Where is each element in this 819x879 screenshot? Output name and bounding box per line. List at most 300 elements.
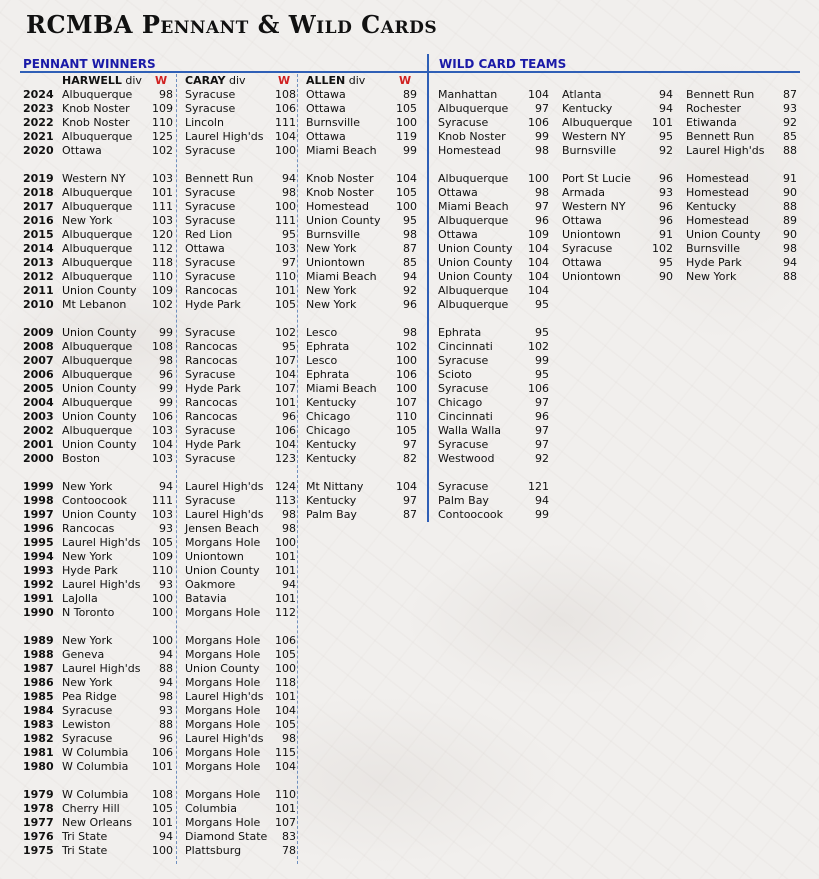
pennant-team-cell: Ottawa [62,144,102,157]
table-row [0,760,819,774]
pennant-wins-cell: 87 [403,242,417,255]
pennant-wins-cell: 101 [275,592,296,605]
year-cell: 1987 [23,662,54,675]
pennant-team-cell: Albuquerque [62,130,133,143]
year-cell: 1988 [23,648,54,661]
pennant-team-cell: Albuquerque [62,396,133,409]
pennant-team-cell: Syracuse [185,102,236,115]
wildcard-team-cell: Armada [562,186,606,199]
pennant-wins-cell: 102 [396,340,417,353]
pennant-wins-cell: 105 [396,424,417,437]
pennant-team-cell: Ottawa [306,130,346,143]
table-row [0,550,819,564]
pennant-wins-cell: 83 [282,830,296,843]
pennant-team-cell: Albuquerque [62,186,133,199]
year-cell: 2003 [23,410,54,423]
division-name: HARWELL [62,74,122,87]
wildcard-wins-cell: 96 [535,410,549,423]
pennant-team-cell: Tri State [62,830,108,843]
pennant-wins-cell: 100 [396,354,417,367]
wildcard-team-cell: Syracuse [438,354,489,367]
pennant-wins-cell: 123 [275,452,296,465]
pennant-team-cell: Oakmore [185,578,236,591]
pennant-team-cell: Mt Nittany [306,480,364,493]
year-cell: 2002 [23,424,54,437]
wildcard-team-cell: Kentucky [562,102,613,115]
table-row [0,648,819,662]
year-cell: 1975 [23,844,54,857]
wildcard-wins-cell: 96 [659,214,673,227]
wildcard-team-cell: Uniontown [562,228,621,241]
pennant-team-cell: Syracuse [185,144,236,157]
wildcard-team-cell: Homestead [686,172,750,185]
wildcard-wins-cell: 95 [659,256,673,269]
pennant-team-cell: Columbia [185,802,237,815]
pennant-team-cell: New York [306,298,357,311]
year-cell: 2024 [23,88,54,101]
table-row [0,634,819,648]
wildcard-team-cell: Syracuse [438,116,489,129]
wildcard-wins-cell: 99 [535,130,549,143]
pennant-wins-cell: 96 [403,298,417,311]
wildcard-team-cell: Syracuse [438,382,489,395]
pennant-team-cell: Diamond State [185,830,268,843]
pennant-winners-heading: PENNANT WINNERS [23,57,156,71]
wildcard-wins-cell: 95 [659,130,673,143]
wildcard-team-cell: Rochester [686,102,741,115]
pennant-team-cell: Syracuse [62,732,113,745]
pennant-team-cell: Rancocas [185,354,238,367]
pennant-wins-cell: 94 [282,172,296,185]
pennant-team-cell: New York [62,480,113,493]
table-row [0,354,819,368]
pennant-team-cell: Kentucky [306,452,357,465]
pennant-wins-cell: 100 [275,144,296,157]
year-cell: 1977 [23,816,54,829]
pennant-wins-cell: 103 [275,242,296,255]
wildcard-wins-cell: 109 [528,228,549,241]
wildcard-wins-cell: 91 [659,228,673,241]
year-cell: 1981 [23,746,54,759]
wildcard-team-cell: Kentucky [686,200,737,213]
pennant-wins-cell: 105 [152,802,173,815]
pennant-wins-cell: 94 [403,270,417,283]
pennant-team-cell: Knob Noster [306,186,374,199]
pennant-team-cell: Albuquerque [62,200,133,213]
pennant-team-cell: New York [62,676,113,689]
year-cell: 2006 [23,368,54,381]
pennant-wins-cell: 111 [275,116,296,129]
table-row [0,662,819,676]
pennant-team-cell: Albuquerque [62,242,133,255]
pennant-wins-cell: 103 [152,452,173,465]
pennant-wins-cell: 108 [152,340,173,353]
pennant-wins-cell: 110 [275,270,296,283]
pennant-team-cell: N Toronto [62,606,115,619]
year-cell: 2014 [23,242,54,255]
wildcard-team-cell: Homestead [686,214,750,227]
wildcard-wins-cell: 101 [652,116,673,129]
wildcard-team-cell: Etiwanda [686,116,737,129]
wildcard-wins-cell: 95 [535,326,549,339]
wildcard-wins-cell: 97 [535,438,549,451]
table-row [0,438,819,452]
pennant-team-cell: New York [306,242,357,255]
pennant-wins-cell: 106 [396,368,417,381]
pennant-team-cell: Rancocas [62,522,115,535]
pennant-wins-cell: 93 [159,522,173,535]
year-cell: 1985 [23,690,54,703]
wildcard-team-cell: Burnsville [562,144,616,157]
pennant-wins-cell: 99 [159,326,173,339]
year-cell: 2007 [23,354,54,367]
pennant-wins-cell: 104 [396,480,417,493]
wildcard-team-cell: Uniontown [562,270,621,283]
pennant-wins-cell: 85 [403,256,417,269]
pennant-team-cell: Ottawa [306,102,346,115]
pennant-rule [20,71,427,73]
wildcard-team-cell: Cincinnati [438,410,493,423]
year-cell: 1991 [23,592,54,605]
wildcard-team-cell: Manhattan [438,88,498,101]
pennant-team-cell: Rancocas [185,410,238,423]
pennant-wins-cell: 97 [282,256,296,269]
wildcard-team-cell: Bennett Run [686,130,755,143]
wildcard-wins-cell: 106 [528,382,549,395]
pennant-wins-cell: 103 [152,214,173,227]
wildcard-wins-cell: 104 [528,88,549,101]
wildcard-wins-cell: 96 [535,214,549,227]
table-row [0,214,819,228]
table-row [0,704,819,718]
page-title: RCMBA Pennant & Wild Cards [26,10,438,39]
pennant-team-cell: Homestead [306,200,370,213]
wildcard-team-cell: Chicago [438,396,483,409]
harwell-w-header: W [155,74,168,87]
wildcard-team-cell: Syracuse [562,242,613,255]
pennant-team-cell: Morgans Hole [185,746,261,759]
pennant-wins-cell: 95 [403,214,417,227]
pennant-team-cell: Union County [306,214,381,227]
pennant-wins-cell: 100 [275,200,296,213]
table-row [0,522,819,536]
wildcard-wins-cell: 98 [535,186,549,199]
year-cell: 2022 [23,116,54,129]
year-cell: 2008 [23,340,54,353]
pennant-wins-cell: 96 [282,410,296,423]
year-cell: 2005 [23,382,54,395]
table-row [0,284,819,298]
pennant-wins-cell: 100 [152,844,173,857]
pennant-wins-cell: 82 [403,452,417,465]
table-row [0,242,819,256]
pennant-team-cell: Laurel High'ds [185,480,264,493]
wildcard-wins-cell: 90 [659,270,673,283]
pennant-team-cell: Lesco [306,326,338,339]
pennant-wins-cell: 98 [282,522,296,535]
table-row [0,228,819,242]
pennant-team-cell: Kentucky [306,438,357,451]
pennant-wins-cell: 107 [275,816,296,829]
pennant-wins-cell: 106 [275,102,296,115]
wildcard-wins-cell: 104 [528,242,549,255]
table-row [0,536,819,550]
pennant-team-cell: Syracuse [185,494,236,507]
pennant-team-cell: Palm Bay [306,508,357,521]
pennant-wins-cell: 94 [159,480,173,493]
pennant-team-cell: New Orleans [62,816,132,829]
wildcard-team-cell: Ottawa [562,256,602,269]
pennant-wins-cell: 112 [152,242,173,255]
wildcard-wins-cell: 93 [783,102,797,115]
pennant-team-cell: Ottawa [185,242,225,255]
table-row [0,382,819,396]
pennant-wins-cell: 102 [152,298,173,311]
pennant-wins-cell: 109 [152,284,173,297]
pennant-wins-cell: 97 [403,438,417,451]
wildcard-team-cell: Bennett Run [686,88,755,101]
year-cell: 1982 [23,732,54,745]
pennant-wins-cell: 111 [152,494,173,507]
pennant-team-cell: Morgans Hole [185,816,261,829]
pennant-team-cell: Syracuse [185,256,236,269]
pennant-wins-cell: 98 [403,228,417,241]
table-row [0,340,819,354]
pennant-wins-cell: 105 [275,718,296,731]
pennant-team-cell: Hyde Park [185,382,241,395]
pennant-wins-cell: 100 [396,116,417,129]
pennant-team-cell: Laurel High'ds [185,508,264,521]
pennant-wins-cell: 98 [282,732,296,745]
pennant-wins-cell: 89 [403,88,417,101]
pennant-wins-cell: 104 [396,172,417,185]
pennant-team-cell: New York [62,634,113,647]
pennant-team-cell: New York [306,284,357,297]
pennant-wins-cell: 99 [159,396,173,409]
table-row [0,606,819,620]
wildcard-wins-cell: 88 [783,200,797,213]
pennant-team-cell: Bennett Run [185,172,254,185]
year-cell: 1994 [23,550,54,563]
wildcard-team-cell: Palm Bay [438,494,489,507]
pennant-team-cell: Pea Ridge [62,690,117,703]
wildcard-team-cell: Albuquerque [438,298,509,311]
pennant-wins-cell: 105 [275,648,296,661]
wildcard-team-cell: Port St Lucie [562,172,631,185]
pennant-wins-cell: 96 [159,732,173,745]
wildcard-wins-cell: 97 [535,200,549,213]
pennant-wins-cell: 92 [403,284,417,297]
pennant-wins-cell: 93 [159,704,173,717]
pennant-team-cell: Syracuse [185,452,236,465]
allen-w-header: W [399,74,412,87]
pennant-team-cell: LaJolla [62,592,98,605]
pennant-wins-cell: 103 [152,424,173,437]
table-row [0,88,819,102]
table-row [0,480,819,494]
pennant-team-cell: Laurel High'ds [185,732,264,745]
table-row [0,200,819,214]
pennant-wins-cell: 101 [152,760,173,773]
wildcard-wins-cell: 87 [783,88,797,101]
pennant-team-cell: Knob Noster [62,102,130,115]
pennant-team-cell: Union County [62,438,137,451]
pennant-team-cell: Lewiston [62,718,111,731]
pennant-wins-cell: 98 [282,508,296,521]
pennant-team-cell: Laurel High'ds [62,662,141,675]
year-cell: 2015 [23,228,54,241]
pennant-team-cell: Morgans Hole [185,704,261,717]
pennant-team-cell: Syracuse [185,368,236,381]
caray-div-header [185,74,246,87]
year-cell: 2011 [23,284,54,297]
pennant-wins-cell: 104 [275,368,296,381]
pennant-team-cell: Miami Beach [306,382,377,395]
pennant-team-cell: Syracuse [185,214,236,227]
wildcard-team-cell: Laurel High'ds [686,144,765,157]
pennant-team-cell: Lesco [306,354,338,367]
pennant-team-cell: Miami Beach [306,270,377,283]
wildcard-wins-cell: 94 [659,102,673,115]
pennant-wins-cell: 101 [275,690,296,703]
pennant-team-cell: New York [62,214,113,227]
pennant-wins-cell: 112 [275,606,296,619]
wildcard-team-cell: Albuquerque [562,116,633,129]
pennant-team-cell: Uniontown [185,550,244,563]
pennant-team-cell: Hyde Park [185,298,241,311]
pennant-team-cell: Rancocas [185,284,238,297]
pennant-wins-cell: 110 [275,788,296,801]
pennant-wins-cell: 124 [275,480,296,493]
year-cell: 2020 [23,144,54,157]
wildcard-team-cell: Union County [438,242,513,255]
wildcard-team-cell: Homestead [686,186,750,199]
pennant-wins-cell: 110 [152,564,173,577]
pennant-wins-cell: 99 [403,144,417,157]
pennant-wins-cell: 101 [275,550,296,563]
table-row [0,172,819,186]
year-cell: 1979 [23,788,54,801]
table-row [0,788,819,802]
wildcard-team-cell: Western NY [562,200,626,213]
pennant-wins-cell: 98 [159,88,173,101]
pennant-team-cell: Laurel High'ds [185,130,264,143]
wildcard-wins-cell: 85 [783,130,797,143]
pennant-wins-cell: 105 [152,536,173,549]
pennant-team-cell: Laurel High'ds [62,578,141,591]
pennant-wins-cell: 96 [159,368,173,381]
wildcard-team-cell: Miami Beach [438,200,509,213]
table-row [0,564,819,578]
pennant-wins-cell: 100 [396,382,417,395]
wildcard-team-cell: Contoocook [438,508,504,521]
wildcard-wins-cell: 92 [783,116,797,129]
pennant-team-cell: Syracuse [185,88,236,101]
wildcard-wins-cell: 99 [535,354,549,367]
table-row [0,270,819,284]
year-cell: 2009 [23,326,54,339]
pennant-team-cell: Uniontown [306,256,365,269]
table-row [0,102,819,116]
pennant-wins-cell: 107 [275,354,296,367]
pennant-team-cell: W Columbia [62,746,129,759]
pennant-team-cell: Morgans Hole [185,648,261,661]
pennant-team-cell: Union County [185,662,260,675]
pennant-team-cell: W Columbia [62,788,129,801]
table-row [0,732,819,746]
division-suffix: div [345,74,366,87]
pennant-wins-cell: 111 [152,200,173,213]
wildcard-wins-cell: 104 [528,284,549,297]
pennant-wins-cell: 102 [152,144,173,157]
pennant-team-cell: Union County [62,410,137,423]
wildcard-wins-cell: 104 [528,256,549,269]
wildcard-team-cell: Syracuse [438,438,489,451]
wildcard-team-cell: Burnsville [686,242,740,255]
pennant-wins-cell: 101 [152,186,173,199]
wildcard-wins-cell: 98 [783,242,797,255]
pennant-team-cell: Cherry Hill [62,802,120,815]
table-row [0,494,819,508]
pennant-team-cell: W Columbia [62,760,129,773]
division-suffix: div [225,74,246,87]
pennant-team-cell: Albuquerque [62,256,133,269]
pennant-team-cell: Western NY [62,172,126,185]
year-cell: 1989 [23,634,54,647]
table-row [0,676,819,690]
pennant-wins-cell: 88 [159,662,173,675]
pennant-wins-cell: 102 [275,326,296,339]
pennant-wins-cell: 106 [275,424,296,437]
pennant-wins-cell: 109 [152,550,173,563]
pennant-wins-cell: 94 [159,676,173,689]
pennant-team-cell: Chicago [306,424,351,437]
table-row [0,690,819,704]
wildcard-team-cell: Scioto [438,368,472,381]
year-cell: 2018 [23,186,54,199]
table-row [0,844,819,858]
pennant-team-cell: Burnsville [306,116,360,129]
harwell-div-header [62,74,142,87]
wild-card-teams-heading: WILD CARD TEAMS [439,57,567,71]
pennant-wins-cell: 98 [282,186,296,199]
allen-div-header [306,74,365,87]
year-cell: 2019 [23,172,54,185]
year-cell: 2016 [23,214,54,227]
pennant-wins-cell: 104 [275,130,296,143]
pennant-wins-cell: 93 [159,578,173,591]
pennant-team-cell: Union County [62,382,137,395]
wildcard-team-cell: Ottawa [438,228,478,241]
table-row [0,186,819,200]
wildcard-team-cell: Ottawa [438,186,478,199]
pennant-team-cell: Kentucky [306,396,357,409]
wildcard-team-cell: Ephrata [438,326,482,339]
year-cell: 2021 [23,130,54,143]
pennant-team-cell: Knob Noster [62,116,130,129]
pennant-team-cell: Ephrata [306,368,350,381]
wildcard-wins-cell: 121 [528,480,549,493]
table-row [0,396,819,410]
pennant-team-cell: Mt Lebanon [62,298,127,311]
table-row [0,410,819,424]
pennant-wins-cell: 99 [159,382,173,395]
pennant-team-cell: Union County [185,564,260,577]
wildcard-team-cell: Western NY [562,130,626,143]
wildcard-team-cell: Ottawa [562,214,602,227]
pennant-wins-cell: 108 [152,788,173,801]
year-cell: 1992 [23,578,54,591]
